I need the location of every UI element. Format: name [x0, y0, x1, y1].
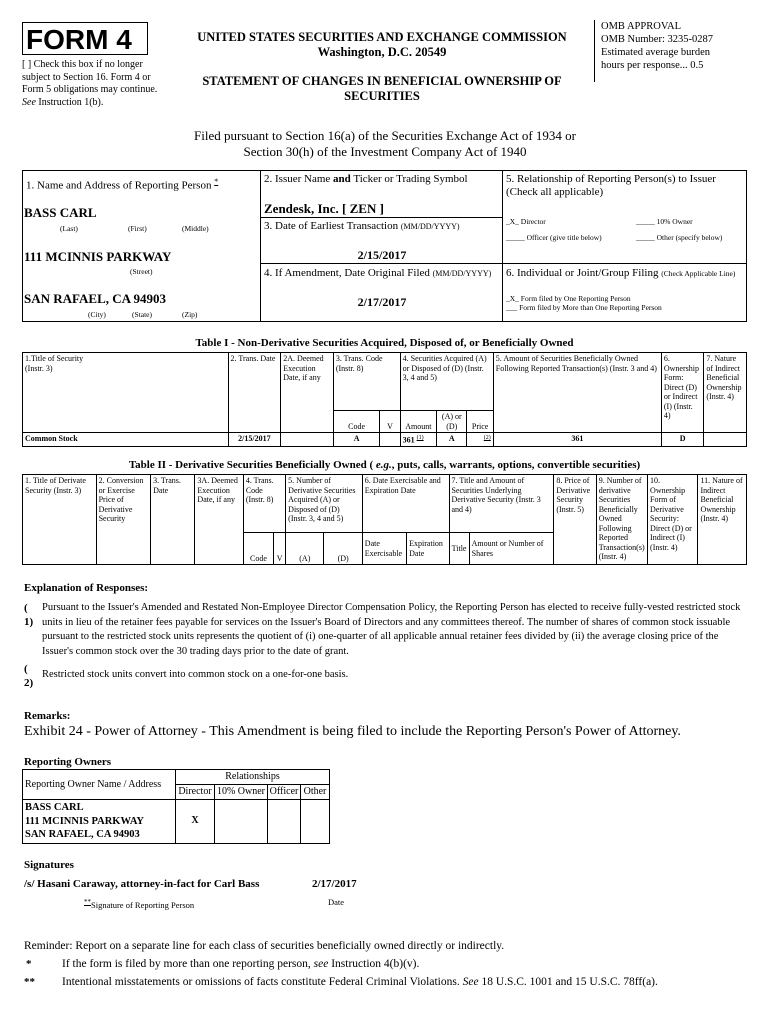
omb-box [594, 20, 748, 82]
owner-line3: SAN RAFAEL, CA 94903 [25, 829, 140, 840]
t2-sub-date-ex: Date Exercisable [362, 533, 406, 565]
reporting-owners-heading: Reporting Owners [24, 756, 112, 768]
group-filing: ___ Form filed by More than One Reporting Person [506, 303, 662, 312]
t2-sub-amount: Amount or Number of Shares [469, 533, 554, 565]
t2-sub-a: (A) [286, 533, 324, 565]
form-title: FORM 4 [22, 22, 148, 55]
t2-h4: 4. Trans. Code (Instr. 8) [243, 475, 285, 533]
footnote-link-1[interactable]: (1) [416, 435, 424, 441]
t1-row-deemed [281, 433, 334, 447]
signatures-heading: Signatures [24, 859, 74, 871]
box1-label [26, 175, 218, 193]
date-label: Date [328, 897, 345, 907]
t2-h5: 5. Number of Derivative Securities Acquired (A) or Disposed of (D) (Instr. 3, 4 and 5) [286, 475, 363, 533]
box5-label1: 5. Relationship of Reporting Person(s) to Issuer [506, 173, 716, 185]
officer-header: Officer [268, 785, 301, 800]
footnote-star2-text [62, 976, 658, 988]
star2-text-a: Intentional misstatements or omissions of facts constitute Federal Criminal Violations. [62, 976, 460, 988]
footnote-link-2[interactable]: (2) [483, 435, 491, 441]
reporting-person-name: BASS CARL [24, 205, 97, 220]
earliest-transaction-date: 2/15/2017 [357, 248, 407, 262]
star1-see: see [313, 958, 329, 970]
t1-row-price [467, 433, 493, 447]
original-filed-date: 2/17/2017 [357, 295, 407, 309]
t1-h-amount5: 5. Amount of Securities Beneficially Owned Following Reported Transaction(s) (Instr. 3 and 4) [493, 353, 661, 433]
footnote-1-number [24, 601, 33, 629]
t2-h1: 1. Title of Derivate Security (Instr. 3) [23, 475, 97, 565]
agency-location: Washington, D.C. 20549 [317, 45, 447, 59]
t1-row-title: Common Stock [23, 433, 229, 447]
t1-row-code: A [333, 433, 380, 447]
owner-line1: BASS CARL [25, 802, 84, 813]
t2-h6: 6. Date Exercisable and Expiration Date [362, 475, 449, 533]
director-mark: X [176, 800, 215, 844]
t2-h3: 3. Trans. Date [151, 475, 195, 565]
footnote-star1: * [26, 958, 32, 970]
director-check: _X_ Director [506, 217, 546, 226]
explanation-heading: Explanation of Responses: [24, 582, 149, 594]
t1-row-date: 2/15/2017 [228, 433, 281, 447]
state-label: (State) [132, 310, 152, 319]
signature-date: 2/17/2017 [312, 878, 357, 890]
box4-label-text: 4. If Amendment, Date Original Filed [264, 267, 430, 279]
other-check: _____ Other (specify below) [636, 233, 723, 242]
t2-h8: 8. Price of Derivative Security (Instr. 5) [554, 475, 596, 565]
t1-h-nature: 7. Nature of Indirect Beneficial Ownership (Instr. 4) [704, 353, 747, 433]
officer-check: _____ Officer (give title below) [506, 233, 602, 242]
box6-check-text: (Check Applicable Line) [661, 269, 736, 278]
remarks-heading: Remarks: [24, 710, 71, 722]
first-label: (First) [128, 224, 147, 233]
signature-label [84, 898, 194, 910]
ten-pct-header: 10% Owner [215, 785, 268, 800]
fn2-open: ( [24, 663, 28, 675]
omb-number: OMB Number: 3235-0287 [601, 34, 713, 45]
one-person-filing: _X_ Form filed by One Reporting Person [506, 294, 631, 303]
last-label: (Last) [60, 224, 78, 233]
see-label: See [22, 96, 36, 108]
ten-pct-owner-check: _____ 10% Owner [636, 217, 693, 226]
relationships-header: Relationships [176, 770, 330, 785]
box3-format: (MM/DD/YYYY) [400, 222, 460, 231]
signer-name: /s/ Hasani Caraway, attorney-in-fact for Carl Bass [24, 878, 260, 890]
owner-name-header: Reporting Owner Name / Address [23, 770, 176, 800]
star1-text-b: Instruction 4(b)(v). [331, 958, 420, 970]
other-mark [301, 800, 330, 844]
t2-sub-title: Title [449, 533, 469, 565]
t1-sub-code: Code [333, 411, 380, 433]
box4-label [264, 267, 491, 280]
city-state-zip: SAN RAFAEL, CA 94903 [24, 291, 167, 306]
signature-stars: ** [84, 898, 91, 906]
t2-h3a: 3A. Deemed Execution Date, if any [195, 475, 243, 565]
footnote-2-text: Restricted stock units convert into common stock on a one-for-one basis. [42, 669, 349, 680]
table2-title [22, 459, 747, 471]
issuer-name: Zendesk, Inc. [ ZEN ] [264, 201, 384, 216]
t1-h-title-text: 1.Title of Security [25, 354, 84, 363]
t1-row-owned: 361 [493, 433, 661, 447]
filed-pursuant [100, 128, 670, 159]
signature-label-text: Signature of Reporting Person [91, 899, 195, 910]
fn1-open: ( [24, 602, 28, 614]
t1-h-instr3: (Instr. 3) [25, 363, 53, 373]
t2-h10: 10. Ownership Form of Derivative Security: Direct (D) or Indirect (I) (Instr. 4) [648, 475, 698, 565]
fn1-close: 1) [24, 616, 34, 628]
table-row [23, 800, 330, 844]
box5-label [506, 173, 746, 199]
t1-h-code: 3. Trans. Code (Instr. 8) [333, 353, 400, 411]
other-header: Other [301, 785, 330, 800]
box5-label2: (Check all applicable) [506, 186, 604, 198]
fn2-close: 2) [24, 677, 34, 689]
t2-h11: 11. Nature of Indirect Beneficial Ownership (Instr. 4) [698, 475, 747, 565]
t2-h7: 7. Title and Amount of Securities Underlying Derivative Security (Instr. 3 and 4) [449, 475, 554, 533]
table2-title-b: , puts, calls, warrants, options, convertible securities) [391, 459, 641, 471]
omb-hours: hours per response... 0.5 [601, 60, 704, 71]
ten-pct-mark [215, 800, 268, 844]
table1-title: Table I - Non-Derivative Securities Acquired, Disposed of, or Beneficially Owned [195, 337, 574, 349]
t1-row-aord: A [437, 433, 467, 447]
t1-sub-amount: Amount [400, 411, 436, 433]
box2-label [264, 173, 468, 186]
table2-title-a: Table II - Derivative Securities Beneficially Owned ( [128, 459, 374, 471]
table2-title-eg: e.g. [375, 459, 392, 471]
t1-amount-value: 361 [402, 435, 415, 445]
agency-name: UNITED STATES SECURITIES AND EXCHANGE COMMISSION [197, 30, 567, 44]
t1-sub-aord: (A) or (D) [437, 411, 467, 433]
table1 [22, 352, 747, 447]
box6-label-text: 6. Individual or Joint/Group Filing [506, 267, 659, 279]
t2-sub-exp: Expiration Date [407, 533, 449, 565]
filed-pursuant-line2: Section 30(h) of the Investment Company Act of 1940 [243, 143, 527, 159]
reminder-text: Reminder: Report on a separate line for each class of securities beneficially owned directly or indirectly. [24, 940, 505, 952]
box2-label-b: Ticker or Trading Symbol [353, 173, 468, 185]
t2-sub-d: (D) [324, 533, 362, 565]
box6-label [506, 267, 748, 280]
street-label: (Street) [130, 267, 153, 276]
t1-sub-price: Price [467, 411, 493, 433]
t1-h-own: 6. Ownership Form: Direct (D) or Indirect (I) (Instr. 4) [661, 353, 704, 433]
box3-label [264, 220, 460, 233]
t1-h-deemed: 2A. Deemed Execution Date, if any [281, 353, 334, 433]
check-box-text: [ ] Check this box if no longer subject to Section 16. Form 4 or Form 5 obligations may continue. [22, 59, 158, 95]
t1-row-v [380, 433, 400, 447]
box1-star: * [214, 177, 219, 186]
star2-see: See [462, 976, 479, 988]
footnote-star1-text [62, 958, 419, 970]
zip-label: (Zip) [182, 310, 198, 319]
footnote-1-text: Pursuant to the Issuer's Amended and Restated Non-Employee Director Compensation Policy, the Reporting Person has elected to receive fully-vested restricted stock units in lieu of the retainer fees payable for services on the Issuer's Board of Directors and any committees thereof. The number of shares of common stock issuable pursuant to the restricted stock units represents the quotient of (i) one-quarter of all applicable annual retainer fees divided by (ii) the average closing price of the Issuer's common stock over the 30 trading days prior to the date of grant. [42, 602, 741, 657]
t2-sub-v: V [274, 533, 286, 565]
officer-mark [268, 800, 301, 844]
t1-sub-v: V [380, 411, 400, 433]
box4-format: (MM/DD/YYYY) [432, 269, 492, 278]
t2-h9: 9. Number of derivative Securities Beneficially Owned Following Reported Transaction(s) (Instr. 4) [596, 475, 647, 565]
box1-label-text: 1. Name and Address of Reporting Person [26, 179, 212, 192]
footnote-star2: ** [24, 976, 35, 988]
omb-approval: OMB APPROVAL [601, 21, 682, 32]
street-address: 111 MCINNIS PARKWAY [24, 249, 172, 264]
t2-h2: 2. Conversion or Exercise Price of Derivative Security [96, 475, 150, 565]
t1-row-form: D [661, 433, 704, 447]
t2-sub-code: Code [243, 533, 273, 565]
statement-title: STATEMENT OF CHANGES IN BENEFICIAL OWNERSHIP OF SECURITIES [202, 74, 562, 103]
t1-h-title [23, 353, 229, 433]
star2-text-b: 18 U.S.C. 1001 and 15 U.S.C. 78ff(a). [481, 976, 658, 988]
table2 [22, 474, 747, 565]
instruction-ref: Instruction 1(b). [38, 96, 104, 108]
t1-h-date: 2. Trans. Date [228, 353, 281, 433]
t1-h-acq: 4. Securities Acquired (A) or Disposed of (D) (Instr. 3, 4 and 5) [400, 353, 493, 411]
remarks-text: Exhibit 24 - Power of Attorney - This Amendment is being filed to include the Reporting Person's Power of Attorney. [24, 724, 681, 739]
city-label: (City) [88, 310, 106, 319]
table-row [23, 433, 747, 447]
filed-pursuant-line1: Filed pursuant to Section 16(a) of the Securities Exchange Act of 1934 or [194, 128, 576, 143]
middle-label: (Middle) [182, 224, 209, 233]
footnote-2-number [24, 662, 33, 690]
reporting-owners-table [22, 769, 330, 844]
check-box-notice [22, 59, 170, 109]
box3-label-text: 3. Date of Earliest Transaction [264, 220, 399, 232]
box2-label-a: 2. Issuer Name [264, 173, 331, 185]
t1-row-amount [400, 433, 436, 447]
owner-line2: 111 MCINNIS PARKWAY [25, 815, 145, 827]
star1-text-a: If the form is filed by more than one reporting person, [62, 958, 311, 970]
director-header: Director [176, 785, 215, 800]
box2-label-and: and [333, 173, 351, 185]
t1-row-nature [704, 433, 747, 447]
owner-address [23, 800, 176, 844]
omb-burden: Estimated average burden [601, 47, 711, 58]
